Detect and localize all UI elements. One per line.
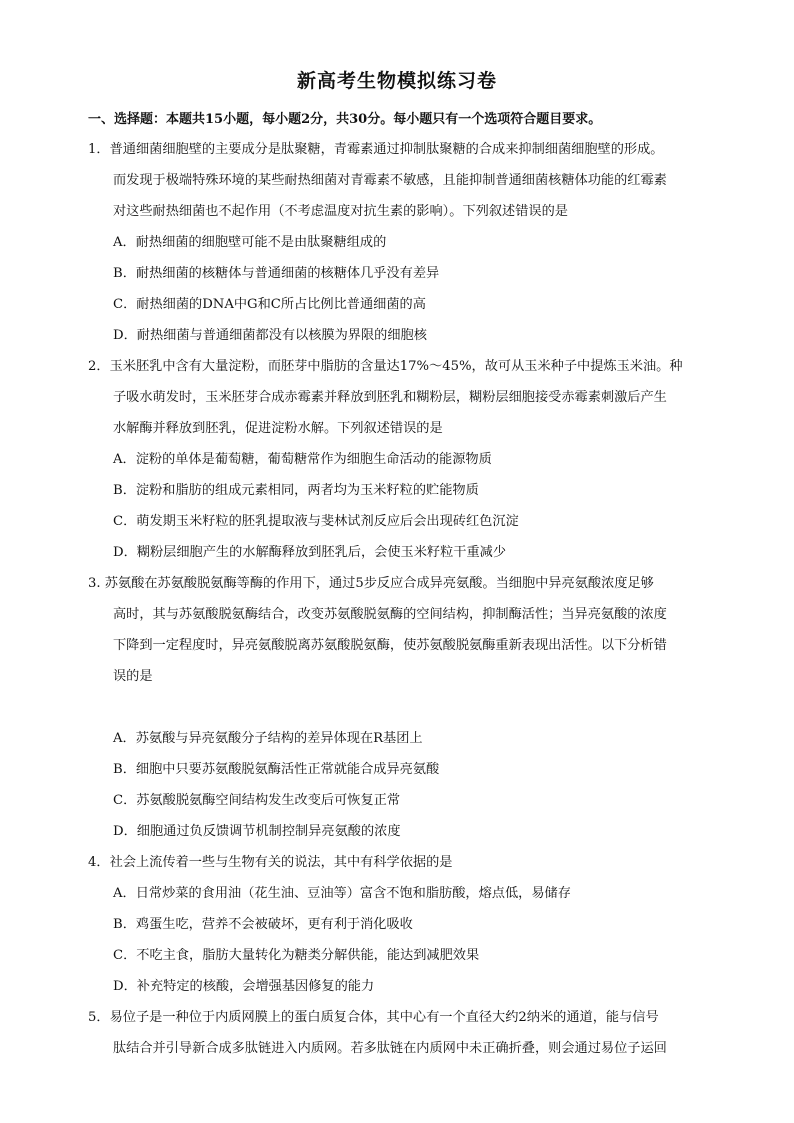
option-c: C．苏氨酸脱氨酶空间结构发生改变后可恢复正常 <box>113 793 401 808</box>
option-d: D．补充特定的核酸，会增强基因修复的能力 <box>113 979 375 994</box>
question-list <box>88 134 718 1064</box>
blank-spacer <box>88 692 718 723</box>
question-stem-line: 而发现于极端特殊环境的某些耐热细菌对青霉素不敏感，且能抑制普通细菌核糖体功能的红霉素 <box>113 173 667 188</box>
question-stem-line: 子吸水萌发时，玉米胚芽合成赤霉素并释放到胚乳和糊粉层，糊粉层细胞接受赤霉素刺激后产生 <box>113 390 667 405</box>
section-header: 一、选择题：本题共15小题，每小题2分，共30分。每小题只有一个选项符合题目要求。 <box>88 112 602 127</box>
option-b: B．鸡蛋生吃，营养不会被破坏，更有利于消化吸收 <box>113 917 413 932</box>
option-b: B．细胞中只要苏氨酸脱氨酶活性正常就能合成异亮氨酸 <box>113 762 440 777</box>
question-stem-line: 高时，其与苏氨酸脱氨酶结合，改变苏氨酸脱氨酶的空间结构，抑制酶活性；当异亮氨酸的浓度 <box>113 607 667 622</box>
question-stem-line: 下降到一定程度时，异亮氨酸脱离苏氨酸脱氨酶，使苏氨酸脱氨酶重新表现出活性。以下分析错 <box>113 638 667 653</box>
question-3 <box>88 568 718 847</box>
question-5 <box>88 1002 718 1064</box>
option-a: A．日常炒菜的食用油（花生油、豆油等）富含不饱和脂肪酸，熔点低，易储存 <box>113 886 571 901</box>
option-a: A．耐热细菌的细胞壁可能不是由肽聚糖组成的 <box>113 235 387 250</box>
option-c: C．萌发期玉米籽粒的胚乳提取液与斐林试剂反应后会出现砖红色沉淀 <box>113 514 519 529</box>
option-b: B．耐热细菌的核糖体与普通细菌的核糖体几乎没有差异 <box>113 266 440 281</box>
option-d: D．细胞通过负反馈调节机制控制异亮氨酸的浓度 <box>113 824 401 839</box>
question-stem-line: 4．社会上流传着一些与生物有关的说法，其中有科学依据的是 <box>88 855 453 870</box>
option-c: C．耐热细菌的DNA中G和C所占比例比普通细菌的高 <box>113 297 426 312</box>
question-stem-line: 对这些耐热细菌也不起作用（不考虑温度对抗生素的影响）。下列叙述错误的是 <box>113 204 568 219</box>
option-a: A．苏氨酸与异亮氨酸分子结构的差异体现在R基团上 <box>113 731 423 746</box>
question-stem-line: 1．普通细菌细胞壁的主要成分是肽聚糖，青霉素通过抑制肽聚糖的合成来抑制细菌细胞壁的形成。 <box>88 142 664 157</box>
question-stem-line: 误的是 <box>113 669 153 684</box>
option-d: D．耐热细菌与普通细菌都没有以核膜为界限的细胞核 <box>113 328 427 343</box>
question-stem-line: 肽结合并引导新合成多肽链进入内质网。若多肽链在内质网中未正确折叠，则会通过易位子运回 <box>113 1041 667 1056</box>
question-stem-line: 水解酶并释放到胚乳，促进淀粉水解。下列叙述错误的是 <box>113 421 443 436</box>
question-stem-line: 3. 苏氨酸在苏氨酸脱氨酶等酶的作用下，通过5步反应合成异亮氨酸。当细胞中异亮氨酸浓度足够 <box>88 576 654 591</box>
page-title: 新高考生物模拟练习卷 <box>296 70 497 92</box>
question-stem-line: 5．易位子是一种位于内质网膜上的蛋白质复合体，其中心有一个直径大约2纳米的通道，能与信号 <box>88 1010 659 1025</box>
option-c: C．不吃主食，脂肪大量转化为糖类分解供能，能达到减肥效果 <box>113 948 480 963</box>
option-d: D．糊粉层细胞产生的水解酶释放到胚乳后，会使玉米籽粒干重减少 <box>113 545 507 560</box>
question-stem-line: 2．玉米胚乳中含有大量淀粉，而胚芽中脂肪的含量达17%～45%，故可从玉米种子中提炼玉米油。种 <box>88 359 683 374</box>
question-2 <box>88 351 718 568</box>
option-b: B．淀粉和脂肪的组成元素相同，两者均为玉米籽粒的贮能物质 <box>113 483 479 498</box>
question-4 <box>88 847 718 1002</box>
question-1 <box>88 134 718 351</box>
option-a: A．淀粉的单体是葡萄糖，葡萄糖常作为细胞生命活动的能源物质 <box>113 452 492 467</box>
